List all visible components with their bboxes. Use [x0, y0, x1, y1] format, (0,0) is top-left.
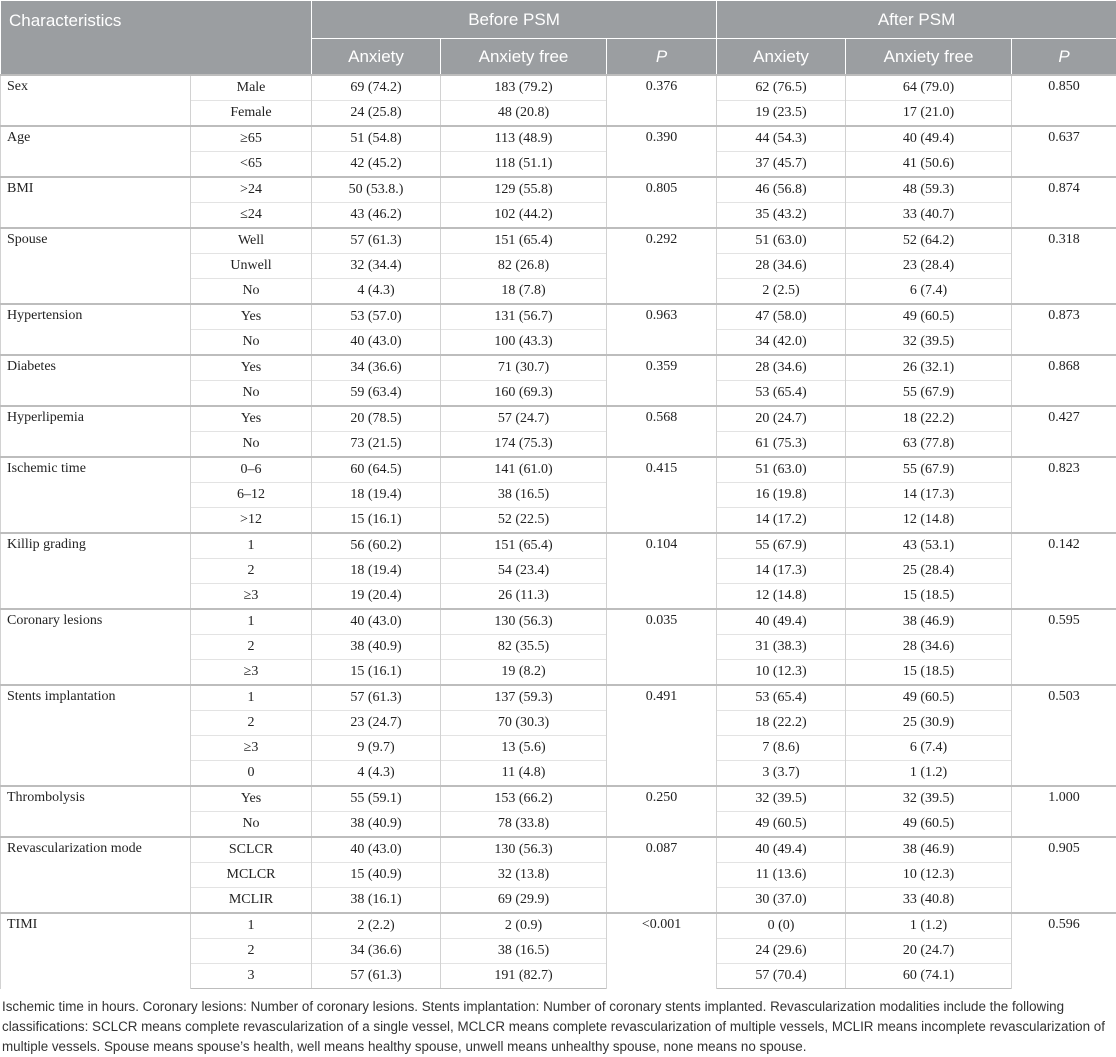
- before-p-value: 0.087: [607, 837, 717, 913]
- after-p-value: 0.142: [1012, 533, 1116, 609]
- category-cell: 3: [191, 964, 312, 989]
- table-row: [1, 533, 1116, 559]
- group-label: Sex: [1, 75, 191, 126]
- after-anxiety-cell: 46 (56.8): [717, 177, 846, 203]
- before-anxiety-cell: 50 (53.8.): [312, 177, 441, 203]
- after-anxiety-free-cell: 49 (60.5): [846, 685, 1012, 711]
- after-anxiety-cell: 44 (54.3): [717, 126, 846, 152]
- category-cell: ≥3: [191, 584, 312, 610]
- header-after-anxiety-free: Anxiety free: [846, 39, 1012, 76]
- category-cell: >12: [191, 508, 312, 534]
- header-before-anxiety: Anxiety: [312, 39, 441, 76]
- after-anxiety-cell: 34 (42.0): [717, 330, 846, 356]
- before-p-value: 0.491: [607, 685, 717, 786]
- category-cell: No: [191, 330, 312, 356]
- before-anxiety-free-cell: 26 (11.3): [441, 584, 607, 610]
- category-cell: 1: [191, 609, 312, 635]
- category-cell: SCLCR: [191, 837, 312, 863]
- before-anxiety-cell: 42 (45.2): [312, 152, 441, 178]
- after-anxiety-cell: 2 (2.5): [717, 279, 846, 305]
- category-cell: No: [191, 381, 312, 407]
- after-anxiety-cell: 28 (34.6): [717, 254, 846, 279]
- after-p-value: 0.503: [1012, 685, 1116, 786]
- after-anxiety-free-cell: 20 (24.7): [846, 939, 1012, 964]
- before-p-value: 0.568: [607, 406, 717, 457]
- table-header: [1, 1, 1116, 76]
- before-anxiety-free-cell: 2 (0.9): [441, 913, 607, 939]
- after-p-value: 0.596: [1012, 913, 1116, 989]
- after-anxiety-free-cell: 52 (64.2): [846, 228, 1012, 254]
- before-anxiety-cell: 34 (36.6): [312, 355, 441, 381]
- after-anxiety-free-cell: 41 (50.6): [846, 152, 1012, 178]
- header-after-p: P: [1012, 39, 1116, 76]
- before-anxiety-free-cell: 153 (66.2): [441, 786, 607, 812]
- before-p-value: 0.250: [607, 786, 717, 837]
- before-anxiety-free-cell: 151 (65.4): [441, 533, 607, 559]
- group-label: Thrombolysis: [1, 786, 191, 837]
- after-p-value: 1.000: [1012, 786, 1116, 837]
- category-cell: Unwell: [191, 254, 312, 279]
- before-anxiety-free-cell: 13 (5.6): [441, 736, 607, 761]
- before-anxiety-free-cell: 82 (35.5): [441, 635, 607, 660]
- header-characteristics: Characteristics: [1, 1, 312, 76]
- table-footnote: Ischemic time in hours. Coronary lesions: Number of coronary lesions. Stents implantation: Number of coronary stents implanted. Revascularization modalities include the following classifications: SCLCR means complete revascularization of a single vessel, MCLCR means complete revascularization of multiple vessels, MCLIR means incomplete revascularization of multiple vessels. Spouse means spouse’s health, well means healthy spouse, unwell means unhealthy spouse, none means no spouse.: [0, 989, 1114, 1057]
- before-anxiety-cell: 32 (34.4): [312, 254, 441, 279]
- category-cell: 0–6: [191, 457, 312, 483]
- before-anxiety-free-cell: 151 (65.4): [441, 228, 607, 254]
- after-anxiety-free-cell: 38 (46.9): [846, 609, 1012, 635]
- category-cell: MCLIR: [191, 888, 312, 914]
- before-p-value: 0.292: [607, 228, 717, 304]
- after-anxiety-cell: 37 (45.7): [717, 152, 846, 178]
- before-anxiety-cell: 4 (4.3): [312, 761, 441, 787]
- table-body: [1, 75, 1116, 989]
- after-anxiety-free-cell: 43 (53.1): [846, 533, 1012, 559]
- after-p-value: 0.868: [1012, 355, 1116, 406]
- category-cell: Well: [191, 228, 312, 254]
- after-anxiety-free-cell: 26 (32.1): [846, 355, 1012, 381]
- table-row: [1, 786, 1116, 812]
- category-cell: <65: [191, 152, 312, 178]
- header-after-psm: After PSM: [717, 1, 1116, 39]
- after-anxiety-cell: 28 (34.6): [717, 355, 846, 381]
- after-anxiety-free-cell: 32 (39.5): [846, 330, 1012, 356]
- before-anxiety-cell: 2 (2.2): [312, 913, 441, 939]
- before-anxiety-cell: 59 (63.4): [312, 381, 441, 407]
- after-anxiety-free-cell: 23 (28.4): [846, 254, 1012, 279]
- after-anxiety-cell: 14 (17.3): [717, 559, 846, 584]
- after-p-value: 0.637: [1012, 126, 1116, 177]
- group-label: Killip grading: [1, 533, 191, 609]
- table-row: [1, 913, 1116, 939]
- after-anxiety-free-cell: 12 (14.8): [846, 508, 1012, 534]
- before-anxiety-cell: 38 (40.9): [312, 635, 441, 660]
- before-anxiety-cell: 38 (16.1): [312, 888, 441, 914]
- after-anxiety-cell: 32 (39.5): [717, 786, 846, 812]
- header-after-anxiety: Anxiety: [717, 39, 846, 76]
- after-anxiety-cell: 40 (49.4): [717, 837, 846, 863]
- before-anxiety-cell: 60 (64.5): [312, 457, 441, 483]
- after-p-value: 0.874: [1012, 177, 1116, 228]
- group-label: Spouse: [1, 228, 191, 304]
- after-anxiety-cell: 47 (58.0): [717, 304, 846, 330]
- after-anxiety-free-cell: 40 (49.4): [846, 126, 1012, 152]
- category-cell: MCLCR: [191, 863, 312, 888]
- header-before-psm: Before PSM: [312, 1, 717, 39]
- category-cell: 2: [191, 939, 312, 964]
- before-anxiety-free-cell: 19 (8.2): [441, 660, 607, 686]
- before-anxiety-cell: 9 (9.7): [312, 736, 441, 761]
- before-anxiety-cell: 18 (19.4): [312, 483, 441, 508]
- after-anxiety-cell: 35 (43.2): [717, 203, 846, 229]
- before-anxiety-free-cell: 174 (75.3): [441, 432, 607, 458]
- after-anxiety-free-cell: 10 (12.3): [846, 863, 1012, 888]
- before-anxiety-free-cell: 52 (22.5): [441, 508, 607, 534]
- category-cell: Female: [191, 101, 312, 127]
- category-cell: 1: [191, 533, 312, 559]
- group-label: Hyperlipemia: [1, 406, 191, 457]
- category-cell: Yes: [191, 786, 312, 812]
- before-anxiety-cell: 40 (43.0): [312, 609, 441, 635]
- table-row: [1, 457, 1116, 483]
- before-anxiety-free-cell: 69 (29.9): [441, 888, 607, 914]
- after-anxiety-free-cell: 55 (67.9): [846, 457, 1012, 483]
- after-p-value: 0.905: [1012, 837, 1116, 913]
- after-anxiety-free-cell: 28 (34.6): [846, 635, 1012, 660]
- after-anxiety-cell: 61 (75.3): [717, 432, 846, 458]
- before-anxiety-cell: 20 (78.5): [312, 406, 441, 432]
- category-cell: 0: [191, 761, 312, 787]
- header-before-p: P: [607, 39, 717, 76]
- before-anxiety-free-cell: 141 (61.0): [441, 457, 607, 483]
- after-anxiety-free-cell: 1 (1.2): [846, 913, 1012, 939]
- group-label: Coronary lesions: [1, 609, 191, 685]
- before-p-value: 0.376: [607, 75, 717, 126]
- before-anxiety-cell: 69 (74.2): [312, 75, 441, 101]
- before-anxiety-cell: 40 (43.0): [312, 837, 441, 863]
- before-anxiety-free-cell: 82 (26.8): [441, 254, 607, 279]
- category-cell: ≥3: [191, 736, 312, 761]
- group-label: Age: [1, 126, 191, 177]
- after-anxiety-cell: 57 (70.4): [717, 964, 846, 989]
- table-row: [1, 406, 1116, 432]
- category-cell: Yes: [191, 406, 312, 432]
- after-anxiety-cell: 11 (13.6): [717, 863, 846, 888]
- group-label: Revascularization mode: [1, 837, 191, 913]
- after-anxiety-cell: 24 (29.6): [717, 939, 846, 964]
- before-anxiety-free-cell: 38 (16.5): [441, 483, 607, 508]
- before-anxiety-cell: 38 (40.9): [312, 812, 441, 838]
- after-p-value: 0.873: [1012, 304, 1116, 355]
- category-cell: 2: [191, 635, 312, 660]
- table-row: [1, 75, 1116, 101]
- category-cell: No: [191, 279, 312, 305]
- after-anxiety-free-cell: 49 (60.5): [846, 812, 1012, 838]
- after-anxiety-cell: 12 (14.8): [717, 584, 846, 610]
- category-cell: Male: [191, 75, 312, 101]
- before-anxiety-free-cell: 57 (24.7): [441, 406, 607, 432]
- after-anxiety-free-cell: 63 (77.8): [846, 432, 1012, 458]
- before-anxiety-free-cell: 54 (23.4): [441, 559, 607, 584]
- group-label: TIMI: [1, 913, 191, 989]
- before-anxiety-cell: 43 (46.2): [312, 203, 441, 229]
- before-anxiety-free-cell: 32 (13.8): [441, 863, 607, 888]
- before-anxiety-cell: 34 (36.6): [312, 939, 441, 964]
- after-p-value: 0.427: [1012, 406, 1116, 457]
- before-anxiety-free-cell: 38 (16.5): [441, 939, 607, 964]
- group-label: Stents implantation: [1, 685, 191, 786]
- after-anxiety-free-cell: 1 (1.2): [846, 761, 1012, 787]
- after-p-value: 0.595: [1012, 609, 1116, 685]
- before-p-value: 0.415: [607, 457, 717, 533]
- after-anxiety-cell: 19 (23.5): [717, 101, 846, 127]
- before-anxiety-cell: 19 (20.4): [312, 584, 441, 610]
- after-p-value: 0.850: [1012, 75, 1116, 126]
- before-anxiety-free-cell: 131 (56.7): [441, 304, 607, 330]
- group-label: Hypertension: [1, 304, 191, 355]
- header-before-anxiety-free: Anxiety free: [441, 39, 607, 76]
- table-row: [1, 685, 1116, 711]
- after-anxiety-cell: 40 (49.4): [717, 609, 846, 635]
- group-label: Diabetes: [1, 355, 191, 406]
- after-anxiety-free-cell: 64 (79.0): [846, 75, 1012, 101]
- category-cell: Yes: [191, 355, 312, 381]
- after-anxiety-free-cell: 14 (17.3): [846, 483, 1012, 508]
- before-anxiety-cell: 57 (61.3): [312, 685, 441, 711]
- before-anxiety-free-cell: 71 (30.7): [441, 355, 607, 381]
- before-anxiety-cell: 23 (24.7): [312, 711, 441, 736]
- group-label: BMI: [1, 177, 191, 228]
- before-anxiety-free-cell: 48 (20.8): [441, 101, 607, 127]
- after-anxiety-free-cell: 6 (7.4): [846, 736, 1012, 761]
- after-anxiety-free-cell: 15 (18.5): [846, 660, 1012, 686]
- before-p-value: 0.805: [607, 177, 717, 228]
- table-row: [1, 228, 1116, 254]
- category-cell: Yes: [191, 304, 312, 330]
- before-anxiety-cell: 15 (16.1): [312, 660, 441, 686]
- before-anxiety-cell: 55 (59.1): [312, 786, 441, 812]
- before-anxiety-free-cell: 113 (48.9): [441, 126, 607, 152]
- category-cell: 6–12: [191, 483, 312, 508]
- before-anxiety-cell: 56 (60.2): [312, 533, 441, 559]
- after-anxiety-cell: 16 (19.8): [717, 483, 846, 508]
- before-anxiety-cell: 40 (43.0): [312, 330, 441, 356]
- category-cell: >24: [191, 177, 312, 203]
- after-anxiety-cell: 49 (60.5): [717, 812, 846, 838]
- category-cell: No: [191, 432, 312, 458]
- table-row: [1, 837, 1116, 863]
- after-anxiety-cell: 30 (37.0): [717, 888, 846, 914]
- before-anxiety-cell: 51 (54.8): [312, 126, 441, 152]
- table-row: [1, 355, 1116, 381]
- before-p-value: <0.001: [607, 913, 717, 989]
- after-anxiety-cell: 55 (67.9): [717, 533, 846, 559]
- before-anxiety-free-cell: 100 (43.3): [441, 330, 607, 356]
- after-anxiety-free-cell: 17 (21.0): [846, 101, 1012, 127]
- before-anxiety-free-cell: 78 (33.8): [441, 812, 607, 838]
- category-cell: ≥65: [191, 126, 312, 152]
- after-anxiety-free-cell: 33 (40.8): [846, 888, 1012, 914]
- before-anxiety-free-cell: 102 (44.2): [441, 203, 607, 229]
- after-anxiety-free-cell: 55 (67.9): [846, 381, 1012, 407]
- before-p-value: 0.963: [607, 304, 717, 355]
- category-cell: 1: [191, 913, 312, 939]
- table-row: [1, 304, 1116, 330]
- before-p-value: 0.359: [607, 355, 717, 406]
- before-anxiety-cell: 57 (61.3): [312, 964, 441, 989]
- before-p-value: 0.035: [607, 609, 717, 685]
- category-cell: No: [191, 812, 312, 838]
- before-anxiety-free-cell: 129 (55.8): [441, 177, 607, 203]
- after-anxiety-cell: 31 (38.3): [717, 635, 846, 660]
- after-anxiety-cell: 0 (0): [717, 913, 846, 939]
- after-anxiety-cell: 3 (3.7): [717, 761, 846, 787]
- after-anxiety-free-cell: 18 (22.2): [846, 406, 1012, 432]
- after-p-value: 0.823: [1012, 457, 1116, 533]
- after-anxiety-free-cell: 32 (39.5): [846, 786, 1012, 812]
- after-anxiety-free-cell: 6 (7.4): [846, 279, 1012, 305]
- before-anxiety-cell: 53 (57.0): [312, 304, 441, 330]
- before-anxiety-cell: 73 (21.5): [312, 432, 441, 458]
- after-anxiety-free-cell: 60 (74.1): [846, 964, 1012, 989]
- after-anxiety-free-cell: 33 (40.7): [846, 203, 1012, 229]
- before-anxiety-free-cell: 130 (56.3): [441, 609, 607, 635]
- before-anxiety-cell: 15 (16.1): [312, 508, 441, 534]
- category-cell: 1: [191, 685, 312, 711]
- before-anxiety-free-cell: 130 (56.3): [441, 837, 607, 863]
- before-anxiety-free-cell: 70 (30.3): [441, 711, 607, 736]
- after-anxiety-cell: 53 (65.4): [717, 381, 846, 407]
- table-row: [1, 177, 1116, 203]
- before-p-value: 0.390: [607, 126, 717, 177]
- before-anxiety-free-cell: 191 (82.7): [441, 964, 607, 989]
- before-p-value: 0.104: [607, 533, 717, 609]
- after-anxiety-cell: 53 (65.4): [717, 685, 846, 711]
- after-anxiety-cell: 14 (17.2): [717, 508, 846, 534]
- before-anxiety-cell: 24 (25.8): [312, 101, 441, 127]
- after-anxiety-free-cell: 25 (30.9): [846, 711, 1012, 736]
- after-anxiety-free-cell: 15 (18.5): [846, 584, 1012, 610]
- after-anxiety-free-cell: 48 (59.3): [846, 177, 1012, 203]
- before-anxiety-free-cell: 11 (4.8): [441, 761, 607, 787]
- before-anxiety-free-cell: 183 (79.2): [441, 75, 607, 101]
- group-label: Ischemic time: [1, 457, 191, 533]
- category-cell: 2: [191, 559, 312, 584]
- after-anxiety-cell: 62 (76.5): [717, 75, 846, 101]
- after-anxiety-free-cell: 38 (46.9): [846, 837, 1012, 863]
- after-anxiety-cell: 7 (8.6): [717, 736, 846, 761]
- before-anxiety-cell: 57 (61.3): [312, 228, 441, 254]
- before-anxiety-cell: 4 (4.3): [312, 279, 441, 305]
- after-anxiety-free-cell: 49 (60.5): [846, 304, 1012, 330]
- after-anxiety-free-cell: 25 (28.4): [846, 559, 1012, 584]
- category-cell: ≤24: [191, 203, 312, 229]
- after-anxiety-cell: 51 (63.0): [717, 228, 846, 254]
- before-anxiety-free-cell: 160 (69.3): [441, 381, 607, 407]
- after-anxiety-cell: 18 (22.2): [717, 711, 846, 736]
- category-cell: 2: [191, 711, 312, 736]
- category-cell: ≥3: [191, 660, 312, 686]
- before-anxiety-cell: 18 (19.4): [312, 559, 441, 584]
- after-p-value: 0.318: [1012, 228, 1116, 304]
- after-anxiety-cell: 10 (12.3): [717, 660, 846, 686]
- table-row: [1, 609, 1116, 635]
- before-anxiety-free-cell: 118 (51.1): [441, 152, 607, 178]
- after-anxiety-cell: 51 (63.0): [717, 457, 846, 483]
- before-anxiety-cell: 15 (40.9): [312, 863, 441, 888]
- before-anxiety-free-cell: 137 (59.3): [441, 685, 607, 711]
- table-row: [1, 126, 1116, 152]
- after-anxiety-cell: 20 (24.7): [717, 406, 846, 432]
- before-anxiety-free-cell: 18 (7.8): [441, 279, 607, 305]
